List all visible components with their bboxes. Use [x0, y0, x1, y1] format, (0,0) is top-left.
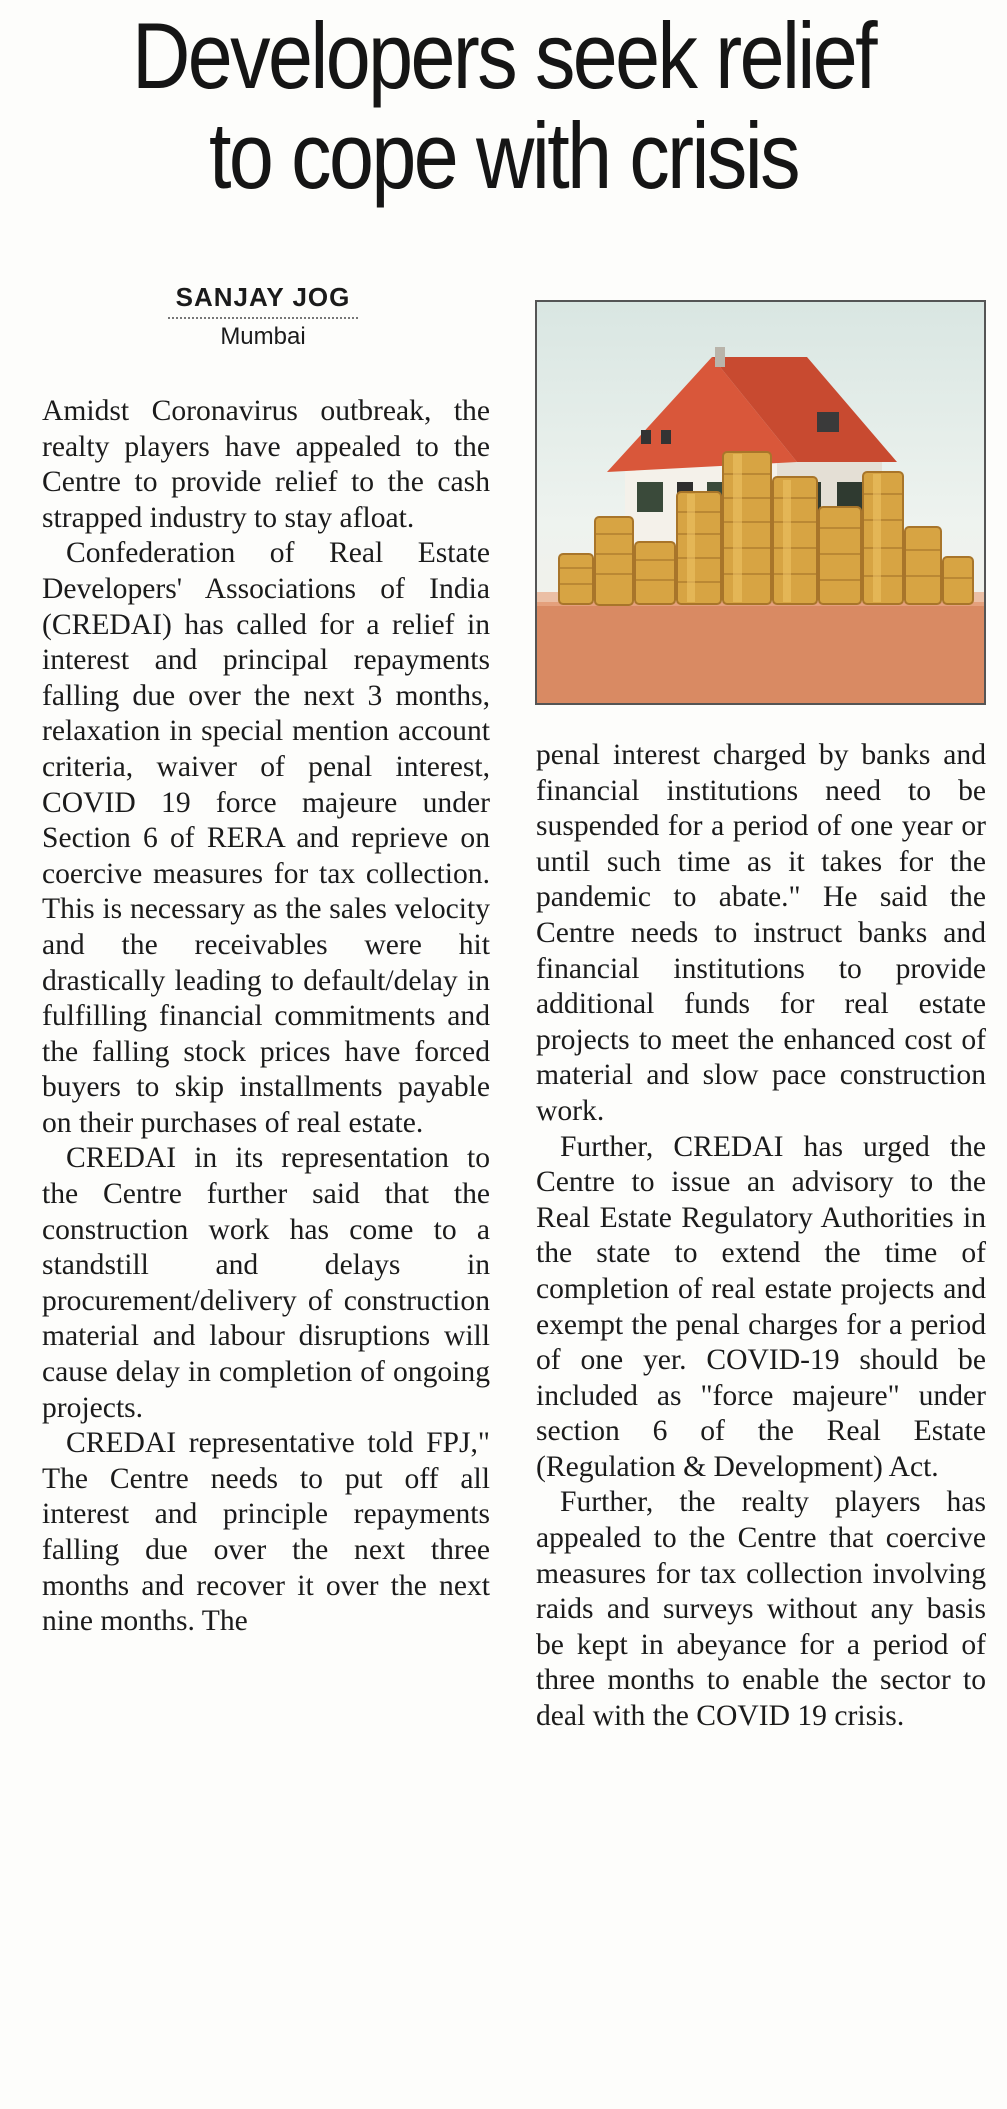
dateline-location: Mumbai	[220, 323, 306, 350]
paragraph: Confederation of Real Estate Developers' Associations of India (CREDAI) has called for a relief in interest and principal repayments falling due over the next 3 months, relaxation in special mention account criteria, waiver of penal interest, COVID 19 force majeure under Section 6 of RERA and reprieve on coercive measures for tax collection. This is necessary as the sales velocity and the receivables were hit drastically leading to default/delay in fulfilling financial commitments and the falling stock prices have forced buyers to skip installments payable on their purchases of real estate.	[42, 537, 490, 1139]
paragraph: CREDAI representative told FPJ," The Centre needs to put off all interest and principle repayments falling due over the next three months and recover it over the next nine months. The	[42, 1427, 490, 1638]
article-column-2	[536, 738, 986, 1735]
headline	[70, 3, 936, 208]
headline-line-2: to cope with crisis	[209, 103, 798, 208]
paragraph: penal interest charged by banks and financial institutions need to be suspended for a period of one year or until such time as it takes for the pandemic to abate." He said the Centre needs to instruct banks and financial institutions to provide additional funds for real estate projects to meet the enhanced cost of material and slow pace construction work.	[536, 739, 986, 1127]
house-on-coins-photo	[535, 300, 986, 705]
article-column-1	[42, 394, 490, 1640]
author-name: SANJAY JOG	[168, 282, 358, 319]
paragraph: Further, CREDAI has urged the Centre to issue an advisory to the Real Estate Regulatory Authorities in the state to extend the time of completion of real estate projects and exempt the penal charges for a period of one yer. COVID-19 should be included as "force majeure" under section 6 of the Real Estate (Regulation & Development) Act.	[536, 1130, 986, 1483]
paragraph: Further, the realty players has appealed to the Centre that coercive measures for tax collection involving raids and surveys without any basis be kept in abeyance for a period of three months to enable the sector to deal with the COVID 19 crisis.	[536, 1486, 986, 1733]
headline-line-1: Developers seek relief	[131, 3, 876, 108]
byline	[168, 282, 358, 351]
paragraph: CREDAI in its representation to the Centre further said that the construction work has come to a standstill and delays in procurement/delivery of construction material and labour disruptions will cause delay in completion of ongoing projects.	[42, 1142, 490, 1424]
paragraph: Amidst Coronavirus outbreak, the realty players have appealed to the Centre to provide relief to the cash strapped industry to stay afloat.	[42, 395, 490, 534]
